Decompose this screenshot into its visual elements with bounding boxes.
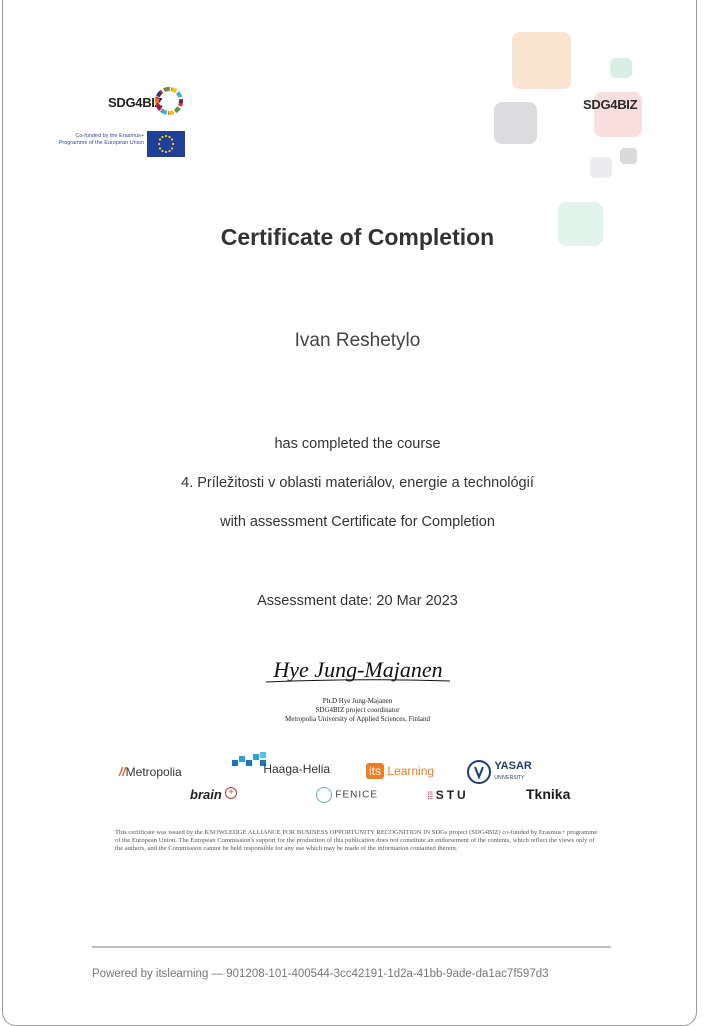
- partner-haaga-helia-logo: Haaga-Helia: [232, 752, 338, 772]
- signatory-info: [0, 697, 715, 724]
- course-name: 4. Príležitosti v oblasti materiálov, energie a technológií: [181, 475, 534, 491]
- eu-cofunding-badge: [58, 131, 188, 159]
- decor-square: [620, 148, 637, 164]
- partner-yasar-logo: YASAR UNIVERSITY: [467, 760, 532, 784]
- sdg4biz-logo-text: SDG4BIZ: [108, 95, 163, 110]
- sdg4biz-logo: [108, 88, 188, 122]
- fenice-leaf-icon: [316, 787, 332, 803]
- footer-powered-by: Powered by itslearning — 901208-101-400544-3cc42191-1d2a-41bb-9ade-da1ac7f597d3: [92, 968, 549, 980]
- assessment-date: Assessment date: 20 Mar 2023: [257, 593, 458, 609]
- eu-flag-icon: [147, 131, 185, 157]
- assessment-text: with assessment Certificate for Completion: [220, 514, 495, 530]
- brain-plus-icon: +: [225, 787, 237, 799]
- stu-dots-icon: ⁞⁞⁞: [427, 791, 433, 802]
- sdg4biz-corner-logo: SDG4BIZ: [583, 97, 638, 112]
- partner-stu-logo: ⁞⁞⁞ STU: [427, 788, 469, 802]
- signatory-role: SDG4BIZ project coordinator: [315, 706, 400, 714]
- decor-square: [512, 32, 571, 89]
- decor-square: [590, 157, 612, 178]
- partner-metropolia-logo: //Metropolia: [119, 765, 182, 779]
- partner-itslearning-logo: its Learning: [366, 764, 434, 778]
- svg-text:Hye Jung-Majanen: Hye Jung-Majanen: [273, 657, 443, 682]
- sdg-wheel-icon: [152, 84, 186, 118]
- signatory-name: Ph.D Hye Jung-Majanen: [322, 697, 393, 705]
- signatory-organization: Metropolia University of Applied Sciences, Finland: [284, 715, 431, 723]
- certificate-title: Certificate of Completion: [220, 224, 495, 250]
- metropolia-icon: //: [119, 765, 126, 779]
- decor-square: [610, 58, 632, 78]
- partner-tknika-logo: Tknika: [526, 786, 571, 802]
- decor-square: [494, 102, 537, 144]
- eu-cofunding-text: Co-funded by the Erasmus+ Programme of the European Union: [58, 133, 144, 146]
- completed-text: has completed the course: [274, 436, 441, 452]
- partner-brain-logo: brain +: [190, 787, 237, 802]
- partner-fenice-logo: FENICE: [316, 787, 378, 803]
- footer-divider: [92, 946, 611, 948]
- disclaimer-text: This certificate was issued by the KNOWLEDGE ALLIANCE FOR BUSINESS OPPORTUNITY RECOGNITION IN SDGs project (SDG4BIZ) co-funded by Erasmus+ programme of the European Union. The European Commission's support for the production of this publication does not constitute an endorsement of the contents, which reflect the views only of the authors, and the Commission cannot be held responsible for any use which may be made of the information contained therein.: [115, 829, 598, 853]
- signature-image: [258, 650, 458, 690]
- yasar-crest-icon: [467, 760, 491, 784]
- recipient-name: Ivan Reshetylo: [294, 330, 421, 351]
